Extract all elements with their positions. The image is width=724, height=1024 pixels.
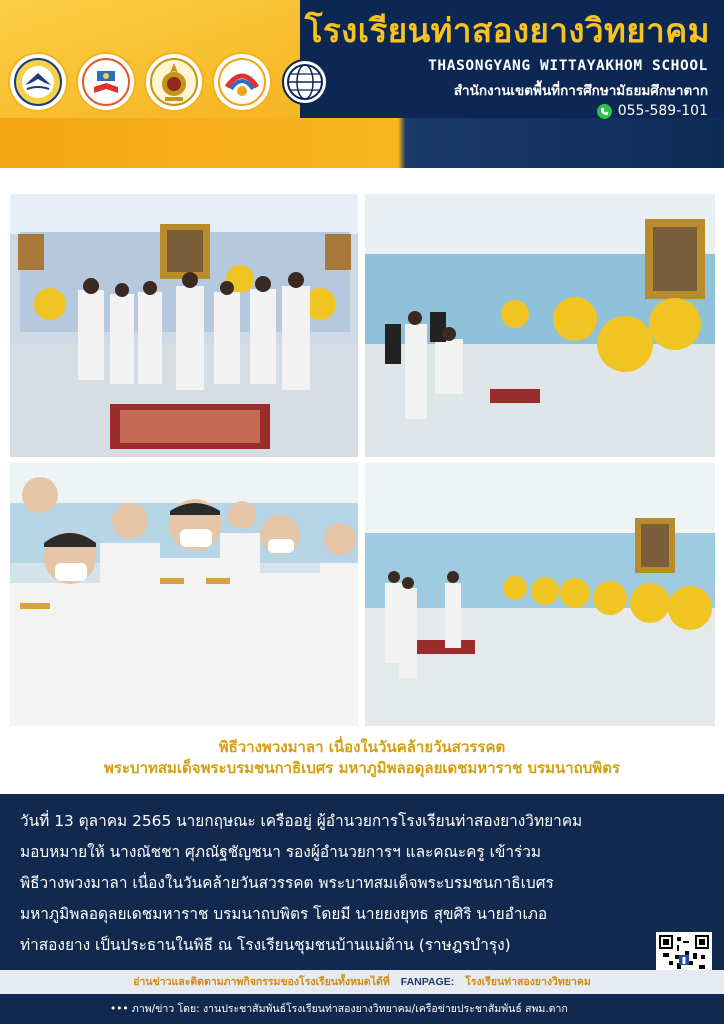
- body-line-4: มหาภูมิพลอดุลยเดชมหาราช บรมนาถบพิตร โดยมี นายยงยุทธ สุขศิริ นายอำเภอ: [20, 905, 548, 923]
- world-standard-logo: [282, 52, 393, 112]
- photo-caption: [0, 737, 724, 779]
- body-line-3: พิธีวางพวงมาลา เนื่องในวันคล้ายวันสวรรคต พระบาทสมเด็จพระบรมชนกาธิเบศร: [20, 874, 554, 892]
- globe-icon: [282, 59, 328, 105]
- wsc-line1: WORLD: [332, 59, 374, 71]
- wsc-line4: SCHOOL: [332, 92, 380, 104]
- photo-teachers-uniform: [10, 463, 358, 726]
- fanpage-label: FANPAGE:: [400, 976, 455, 988]
- page-header: [0, 0, 724, 168]
- caption-line-2: พระบาทสมเด็จพระบรมชนกาธิเบศร มหาภูมิพลอดุลยเดชมหาราช บรมนาถบพิตร: [104, 759, 620, 777]
- phone-number: 055-589-101: [617, 103, 708, 119]
- caption-line-1: พิธีวางพวงมาลา เนื่องในวันคล้ายวันสวรรคต: [218, 738, 506, 756]
- rainbow-logo: [212, 52, 272, 112]
- education-office: สำนักงานเขตพื้นที่การศึกษามัธยมศึกษาตาก: [453, 83, 708, 99]
- rainbow-emblem-icon: [217, 57, 267, 107]
- follow-text: อ่านข่าวและติดตามภาพกิจกรรมของโรงเรียนทั้งหมดได้ที่: [133, 976, 390, 988]
- library-emblem-icon: [81, 57, 131, 107]
- school-name-thai: โรงเรียนท่าสองยางวิทยาคม: [304, 11, 710, 50]
- ministry-emblem-icon: [149, 57, 199, 107]
- photo-credit: ••• ภาพ/ข่าว โดย: งานประชาสัมพันธ์โรงเรียนท่าสองยางวิทยาคม/เครือข่ายประชาสัมพันธ์ สพม.ตาก: [110, 1003, 568, 1015]
- body-line-2: มอบหมายให้ นางณัชชา ศุภณัฐชัญชนา รองผู้อำนวยการฯ และคณะครู เข้าร่วม: [20, 843, 542, 861]
- phone-contact: [597, 103, 708, 119]
- wsc-line3: CLASS: [332, 81, 370, 93]
- school-name-english: THASONGYANG WITTAYAKHOM SCHOOL: [428, 58, 708, 74]
- photo-group-ceremony: [10, 194, 358, 457]
- school-emblem-icon: [13, 57, 63, 107]
- wsc-line2: STANDARD: [332, 70, 393, 82]
- ministry-logo: [144, 52, 204, 112]
- header-bottom-stripe: [0, 118, 724, 168]
- body-line-1: วันที่ 13 ตุลาคม 2565 นายกฤษณะ เครืออยู่ ผู้อำนวยการโรงเรียนท่าสองยางวิทยาคม: [20, 812, 583, 830]
- phone-icon: [597, 104, 612, 119]
- photo-hall-overview: [365, 463, 715, 726]
- photo-paying-respect: [365, 194, 715, 457]
- logo-row: [8, 52, 393, 112]
- school-logo: [8, 52, 68, 112]
- fanpage-link[interactable]: โรงเรียนท่าสองยางวิทยาคม: [465, 976, 591, 988]
- body-line-5: ท่าสองยาง เป็นประธานในพิธี ณ โรงเรียนชุมชนบ้านแม่ต้าน (ราษฎรบำรุง): [20, 936, 511, 954]
- world-standard-text: [332, 60, 393, 104]
- news-body: [20, 806, 710, 961]
- library-logo: [76, 52, 136, 112]
- follow-banner: [0, 970, 724, 994]
